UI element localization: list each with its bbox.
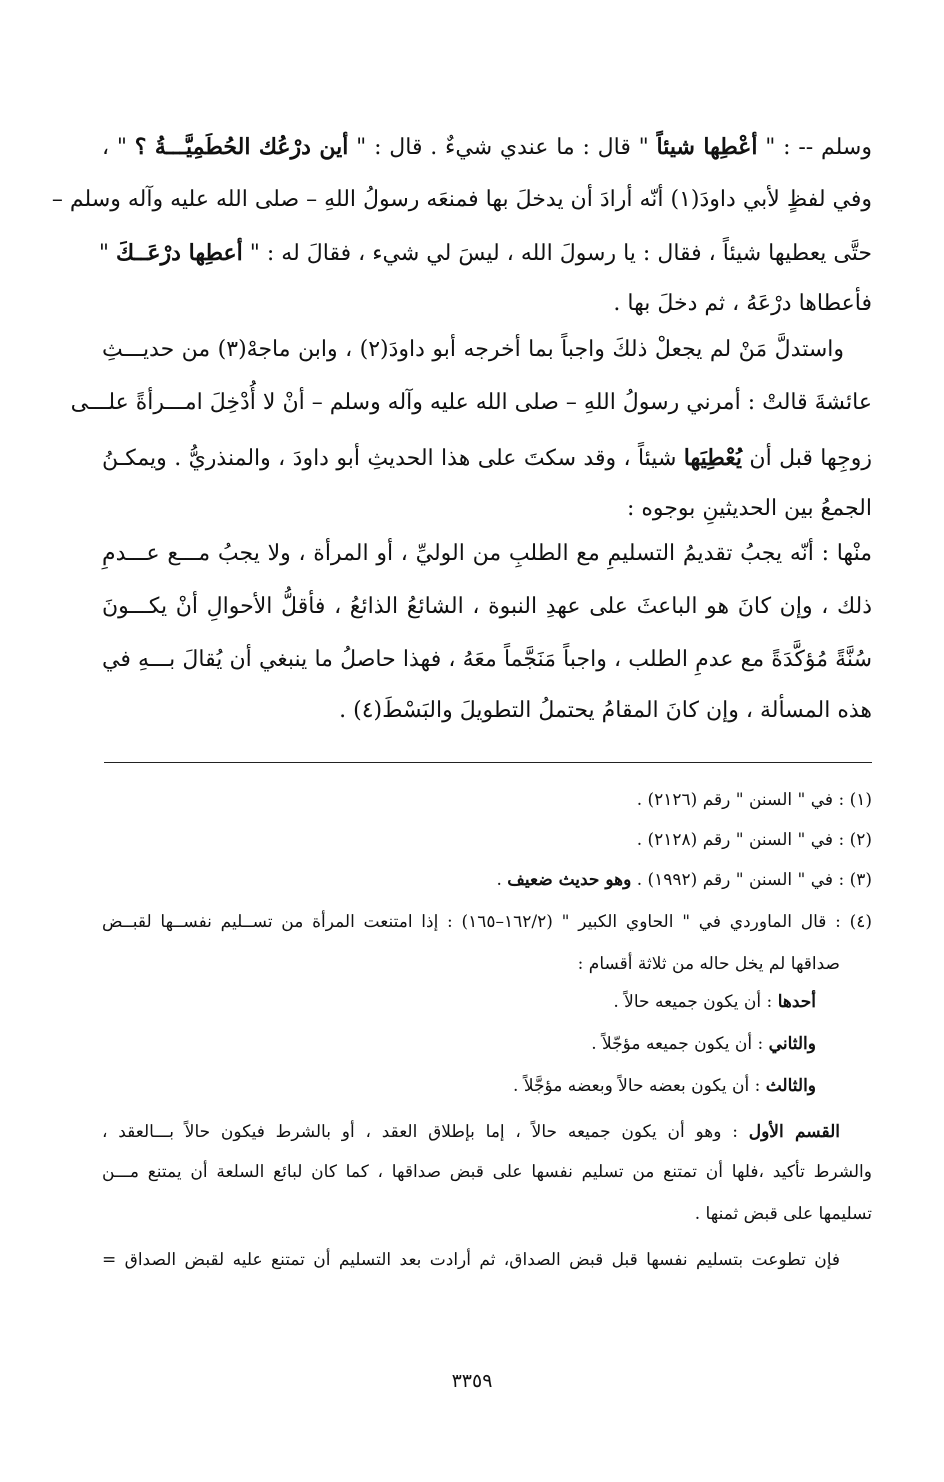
text-line-8: الجمعُ بين الحديثينِ بوجوه : bbox=[626, 496, 872, 521]
text-line-12: هذه المسألة ، وإن كانَ المقامُ يحتملُ التطويلَ والبَسْطَ(٤) . bbox=[339, 698, 872, 723]
text-span: وسلم -- : " bbox=[757, 135, 872, 160]
text-line-7 bbox=[102, 441, 872, 477]
footnote-4-line-2: صداقها لم يخل حاله من ثلاثة أقسام : bbox=[577, 954, 840, 974]
text-span: : وهو أن يكون جميعه حالاً ، إما بإطلاق العقد ، أو بالشرط فيكون حالاً بـــالعقد ، bbox=[102, 1122, 749, 1142]
bold-phrase: أحدها bbox=[777, 992, 816, 1012]
text-span: حتَّى يعطيها شيئاً ، فقال : يا رسولَ الله ، ليسَ لي شيء ، فقالَ له : " bbox=[242, 241, 872, 266]
text-line-2: وفي لفظٍ لأبي داودَ(١) أنّه أرادَ أن يدخلَ بها فمنعَه رسولُ اللهِ – صلى الله عليه وآله وسلم – bbox=[51, 187, 872, 212]
text-span: زوجِها قبل أن bbox=[742, 446, 872, 471]
bold-phrase: أعطِها درْعَــكَ bbox=[116, 240, 243, 266]
bold-phrase: وهو حديث ضعيف bbox=[507, 870, 632, 890]
footnote-3 bbox=[102, 866, 872, 896]
bold-phrase: أعْطِها شيئاً bbox=[656, 134, 758, 160]
footnote-4-line-7: والشرط تأكيد ،فلها أن تمتنع من تسليم نفسها على قبض صداقها ، كما كان لبائع السلعة أن يمتنع مـــن bbox=[102, 1162, 872, 1182]
text-span: " bbox=[98, 241, 116, 266]
text-line-4: فأعطاها درْعَهُ ، ثم دخلَ بها . bbox=[613, 291, 872, 316]
text-span: : أن يكون بعضه حالاً وبعضه مؤجَّلاً . bbox=[513, 1076, 766, 1096]
bold-phrase: القسم الأول bbox=[748, 1122, 840, 1142]
text-line-9: منْها : أنّه يجبُ تقديمُ التسليمِ مع الطلبِ من الوليِّ ، أو المرأة ، ولا يجبُ مـــع عـــدمِ bbox=[102, 541, 872, 566]
text-line-3 bbox=[98, 236, 872, 272]
page-number: ٣٣٥٩ bbox=[451, 1370, 493, 1392]
footnote-separator bbox=[104, 762, 872, 763]
text-line-1 bbox=[102, 130, 872, 166]
text-line-5: واستدلَّ مَنْ لم يجعلْ ذلكَ واجباً بما أخرجه أبو داودَ(٢) ، وابن ماجهْ(٣) من حديـــثِ bbox=[102, 337, 845, 362]
footnote-4-line-9: فإن تطوعت بتسليم نفسها قبل قبض الصداق، ثم أرادت بعد التسليم أن تمتنع عليه لقبض الصداق = bbox=[102, 1250, 840, 1270]
text-line-11: سُنَّةً مُؤكَّدَةً مع عدمِ الطلب ، واجباً مَنَجَّماً معَهُ ، فهذا حاصلُ ما ينبغي أن يُقالَ بـــهِ في bbox=[102, 647, 872, 672]
text-span: شيئاً ، وقد سكتَ على هذا الحديثِ أبو داودَ ، والمنذريُّ . ويمكـنُ bbox=[102, 446, 684, 471]
footnote-1: (١) : في " السنن " رقم (٢١٢٦) . bbox=[636, 790, 872, 810]
footnote-4-line-8: تسليمها على قبض ثمنها . bbox=[694, 1204, 872, 1224]
footnote-4-line-3 bbox=[102, 988, 816, 1018]
footnote-4-line-6 bbox=[102, 1118, 840, 1148]
bold-phrase: يُعْطِيَها bbox=[683, 445, 743, 471]
footnote-4-line-5 bbox=[102, 1072, 816, 1102]
text-line-10: ذلك ، وإن كانَ هو الباعثَ على عهدِ النبوة ، الشائعُ الذائعُ ، فأقلُّ الأحوالِ أنْ يكـــونَ bbox=[102, 594, 872, 619]
bold-phrase: والثاني bbox=[768, 1034, 816, 1054]
text-span: " ، bbox=[102, 135, 135, 160]
footnote-2: (٢) : في " السنن " رقم (٢١٢٨) . bbox=[636, 830, 872, 850]
bold-phrase: أين درْعُك الحُطَمِيَّـــةُ ؟ bbox=[134, 134, 349, 160]
footnote-4-line-4 bbox=[102, 1030, 816, 1060]
text-span: " قال : ما عندي شيءٌ . قال : " bbox=[348, 135, 657, 160]
bold-phrase: والثالث bbox=[765, 1076, 816, 1096]
text-span: : أن يكون جميعه حالاً . bbox=[613, 992, 778, 1012]
text-span: (٣) : في " السنن " رقم (١٩٩٢) . bbox=[631, 870, 872, 890]
text-line-6: عائشةَ قالتْ : أمرني رسولُ اللهِ – صلى الله عليه وآله وسلم – أنْ لا أُدْخِلَ امـــرأةً علـــى bbox=[70, 390, 872, 415]
text-span: . bbox=[496, 870, 508, 890]
footnote-4-line-1: (٤) : قال الماوردي في " الحاوي الكبير " (١٦٢/٢–١٦٥) : إذا امتنعت المرأة من تســليم نفســها لقبــض bbox=[102, 912, 872, 932]
text-span: : أن يكون جميعه مؤجّلاً . bbox=[591, 1034, 769, 1054]
